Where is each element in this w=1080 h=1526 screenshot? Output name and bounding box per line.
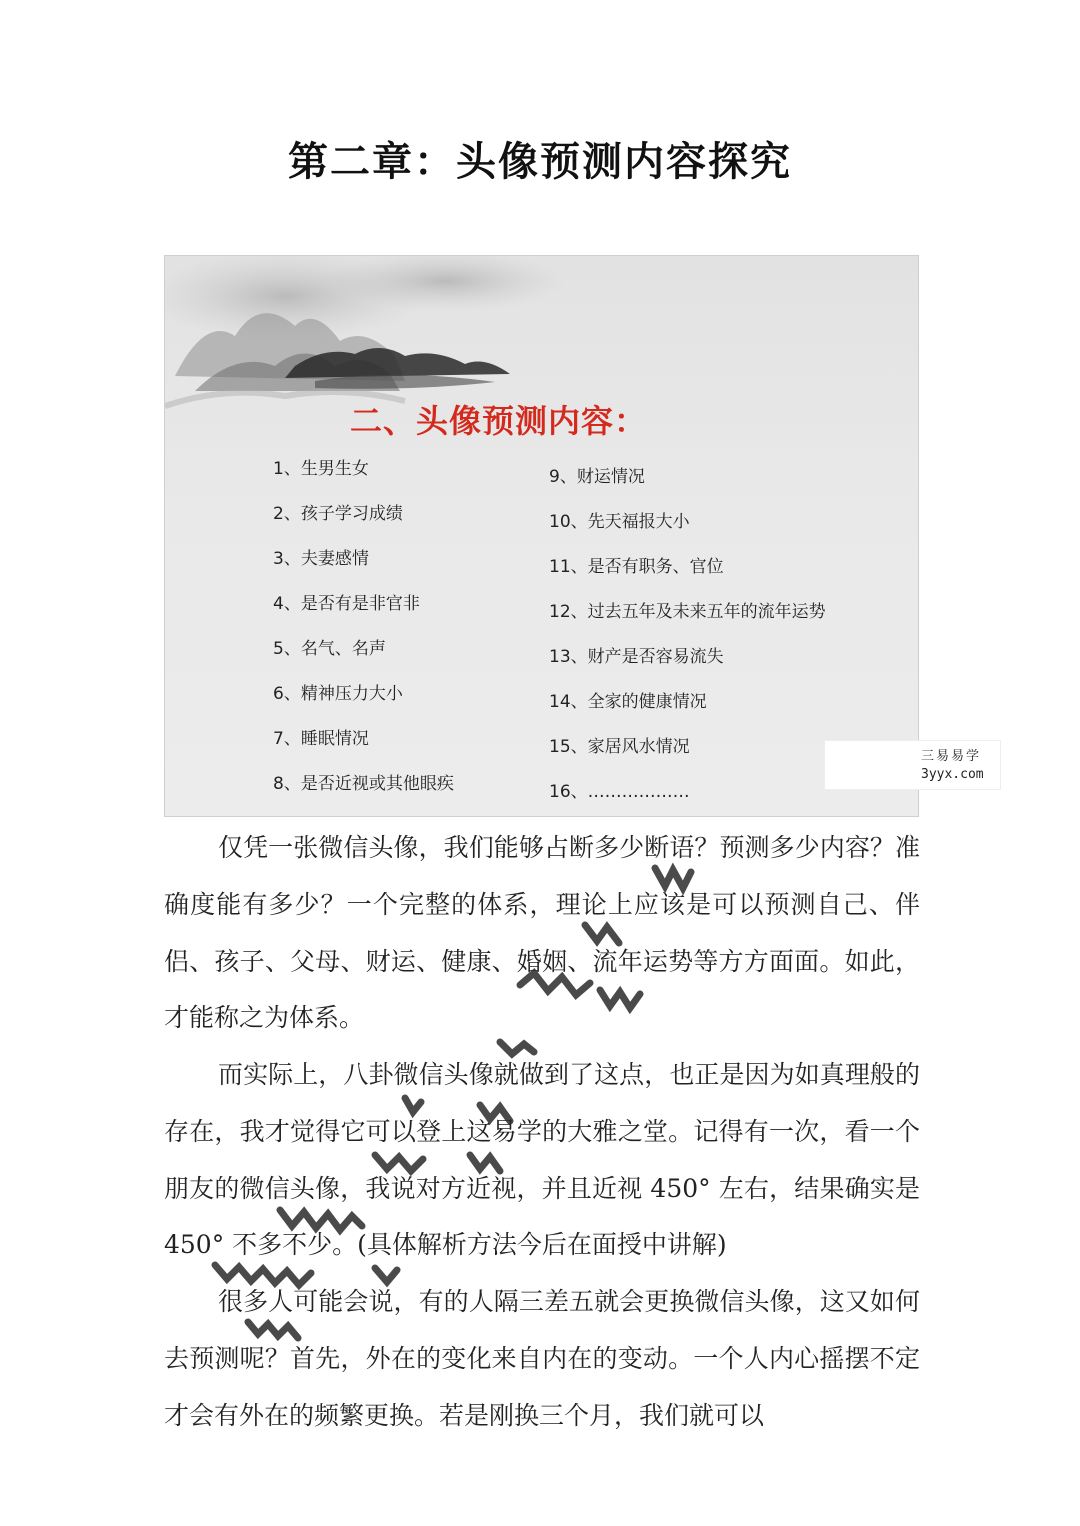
watermark-badge	[824, 740, 1001, 790]
chapter-title: 第二章：头像预测内容探究	[288, 138, 792, 185]
list-item: 1、生男生女	[273, 459, 369, 479]
list-item: 7、睡眠情况	[273, 729, 369, 749]
list-item: 4、是否有是非官非	[273, 594, 420, 614]
body-paragraph: 很多人可能会说，有的人隔三差五就会更换微信头像，这又如何去预测呢？首先，外在的变化来自内在的变动。一个人内心摇摆不定才会有外在的频繁更换。若是刚换三个月，我们就可以	[164, 1287, 920, 1430]
list-item: 9、财运情况	[549, 467, 645, 487]
list-item: 6、精神压力大小	[273, 684, 403, 704]
body-paragraph: 仅凭一张微信头像，我们能够占断多少断语？预测多少内容？准确度能有多少？一个完整的体系，理论上应该是可以预测自己、伴侣、孩子、父母、财运、健康、婚姻、流年运势等方方面面。如此，才能称之为体系。	[164, 833, 920, 1033]
list-item: 2、孩子学习成绩	[273, 504, 403, 524]
slide-heading: 二、头像预测内容：	[350, 402, 648, 440]
list-item: 11、是否有职务、官位	[549, 557, 724, 577]
body-paragraph: 而实际上，八卦微信头像就做到了这点，也正是因为如真理般的存在，我才觉得它可以登上这易学的大雅之堂。记得有一次，看一个朋友的微信头像，我说对方近视，并且近视 450° 左右，结果确实是 450° 不多不少。(具体解析方法今后在面授中讲解)	[164, 1060, 920, 1260]
list-item: 10、先天福报大小	[549, 512, 690, 532]
list-item: 3、夫妻感情	[273, 549, 369, 569]
list-item: 14、全家的健康情况	[549, 692, 707, 712]
list-item: 16、………………	[549, 782, 690, 802]
list-item: 5、名气、名声	[273, 639, 386, 659]
slide-image	[164, 255, 919, 817]
watermark-text: 三易易学	[921, 749, 982, 764]
list-item: 12、过去五年及未来五年的流年运势	[549, 602, 826, 622]
watermark-url: 3yyx.com	[921, 767, 984, 782]
list-item: 15、家居风水情况	[549, 737, 690, 757]
list-item: 8、是否近视或其他眼疾	[273, 774, 454, 794]
list-item: 13、财产是否容易流失	[549, 647, 724, 667]
